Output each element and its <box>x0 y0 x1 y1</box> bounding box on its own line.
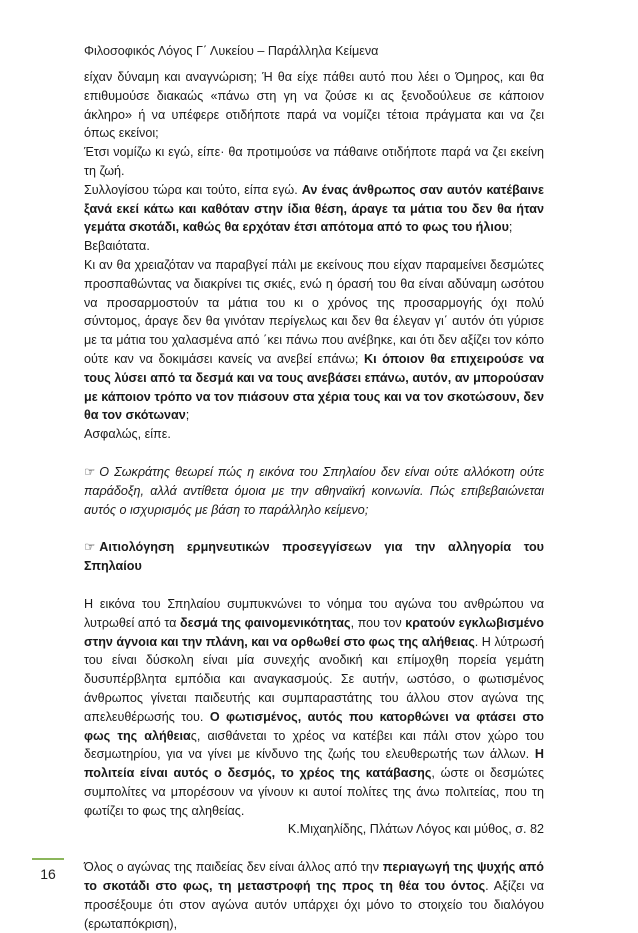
commentary-run: ς, αισθάνεται το χρέος να κατέβει και πάλι στον χώρο του δεσμωτηρίου, για να γίνει με κίνδυνο της ζωής του ελευθερωτής των άλλων. <box>84 728 544 762</box>
dialogue-paragraph <box>84 256 544 425</box>
section-title: Αιτιολόγηση ερμηνευτικών προσεγγίσεων για την αλληγορία του Σπηλαίου <box>84 540 544 574</box>
dialogue-run: Αν ένας άνθρωπος σαν αυτόν κατέβαινε ξανά εκεί κάτω και καθόταν στην ίδια θέση, άραγε τα μάτια του δεν θα ήταν γεμάτα σκοτάδι, καθώς θα ερχόταν έτσι απότομα από το φως του ήλιου <box>84 182 545 235</box>
commentary-paragraph <box>84 595 544 821</box>
dialogue-paragraph <box>84 68 544 143</box>
running-header: Φιλοσοφικός Λόγος Γ΄ Λυκείου – Παράλληλα Κείμενα <box>84 44 379 58</box>
section-heading <box>84 538 544 576</box>
closing-run: περιαγωγή της ψυχής από το σκοτάδι στο φως, τη μεταστροφή της προς τη θέα του όντος <box>84 860 544 894</box>
commentary-run: δεσμά της φαινομενικότητας <box>179 615 351 630</box>
dialogue-paragraph <box>84 181 544 237</box>
dialogue-paragraph <box>84 237 544 256</box>
dialogue-run: Κι αν θα χρειαζόταν να παραβγεί πάλι με εκείνους που είχαν παραμείνει δεσμώτες προσπαθώντας να διακρίνει τις σκιές, ενώ η όρασή του θα είναι αδύναμη ωσότου να προσαρμοστούν τα μάτια του κι ο χρόνος της προσαρμογής όχι πολύ σύντομος, άραγε δεν θα γινόταν περίγελως και δεν θα έλεγαν γι΄ αυτόν ότι γύρισε με τα μάτια του χαλασμένα από ΄κει πάνω που ανέβηκε, και ότι δεν αξίζει τον κόπο ούτε καν να δοκιμάσει κανείς να ανεβεί επάνω; <box>84 257 544 366</box>
dialogue-paragraph <box>84 143 544 181</box>
question-paragraph <box>84 463 544 519</box>
pointing-hand-icon: ☞ <box>84 540 96 555</box>
dialogue-run: ; <box>185 408 190 423</box>
dialogue-section <box>84 68 544 444</box>
page-body <box>84 68 544 933</box>
commentary-run: κρατούν εγκλωβισμένο στην άγνοια και την πλάνη, και να ορθωθεί στο φως της αλήθειας <box>84 615 544 649</box>
dialogue-run: Έτσι νομίζω κι εγώ, είπε· θα προτιμούσε να πάθαινε οτιδήποτε παρά να ζει εκείνη τη ζωή. <box>84 145 544 178</box>
citation: Κ.Μιχαηλίδης, Πλάτων Λόγος και μύθος, σ. 82 <box>287 822 544 837</box>
commentary-run: , ώστε οι δεσμώτες συμπολίτες να μπορέσουν να γίνουν κι αυτοί πολίτες της άνω πολιτείας, που τη φωτίζει το φως της αληθείας. <box>84 766 544 818</box>
commentary-run: Ο φωτισμένος, αυτός που κατορθώνει να φτάσει στο φως της αλήθεια <box>84 709 544 743</box>
page-number: 16 <box>40 866 56 882</box>
closing-run: Όλος ο αγώνας της παιδείας δεν είναι άλλος από την <box>84 860 383 875</box>
dialogue-run: Κι όποιον θα επιχειρούσε να τους λύσει από τα δεσμά και να τους ανεβάσει επάνω, αυτόν, αν μπορούσαν με κάποιον τρόπο να τον πιάσουν στα χέρια τους και να τον σκοτώσουν, δεν θα τον σκότωναν <box>84 351 544 423</box>
commentary-run: Η εικόνα του Σπηλαίου συμπυκνώνει το νόημα του αγώνα του ανθρώπου να λυτρωθεί από τα <box>84 596 544 630</box>
dialogue-run: Βεβαιότατα. <box>84 239 150 254</box>
commentary-run: . Η λύτρωσή του είναι δύσκολη είναι μία συνεχής ανοδική και επίμοχθη πορεία γεμάτη δυσυπέρβλητα εμπόδια και αναγκασμούς. Σε αυτήν, ωστόσο, ο φωτισμένος άνθρωπος γίνεται παιδευτής και συμπαραστάτης του άλλου στον αγώνα της απελευθέρωσής του. <box>84 634 544 724</box>
pointing-hand-icon: ☞ <box>84 464 96 479</box>
dialogue-paragraph <box>84 425 544 444</box>
closing-paragraph <box>84 858 544 933</box>
commentary-run: Η πολιτεία είναι αυτός ο δεσμός, το χρέος της κατάβασης <box>84 747 544 781</box>
dialogue-run: είχαν δύναμη και αναγνώριση; Ή θα είχε πάθει αυτό που λέει ο Όμηρος, και θα επιθυμούσε διακαώς «πάνω στη γη να ζούσε κι ας ξενοδούλευε σε κάποιον άκληρο» ή να υπέφερε οτιδήποτε παρά να νομίζει τέτοια πράγματα και να ζει όπως εκείνοι; <box>84 70 544 141</box>
closing-run: . Αξίζει να προσέξουμε ότι στον αγώνα αυτόν υπάρχει όχι μόνο το στοιχείο του διαλόγου (ερωταπόκριση), <box>84 879 544 931</box>
commentary-run: , που τον <box>350 615 406 630</box>
question-text: Ο Σωκράτης θεωρεί πώς η εικόνα του Σπηλαίου δεν είναι ούτε αλλόκοτη ούτε παράδοξη, αλλά αντίθετα όμοια με την αθηναϊκή κοινωνία. Πώς επιβεβαιώνεται αυτός ο ισχυρισμός με βάση το παράλληλο κείμενο; <box>84 464 544 517</box>
page-number-rule <box>32 858 64 860</box>
dialogue-run: ; <box>508 220 513 235</box>
dialogue-run: Συλλογίσου τώρα και τούτο, είπα εγώ. <box>84 182 302 197</box>
dialogue-run: Ασφαλώς, είπε. <box>84 427 171 442</box>
